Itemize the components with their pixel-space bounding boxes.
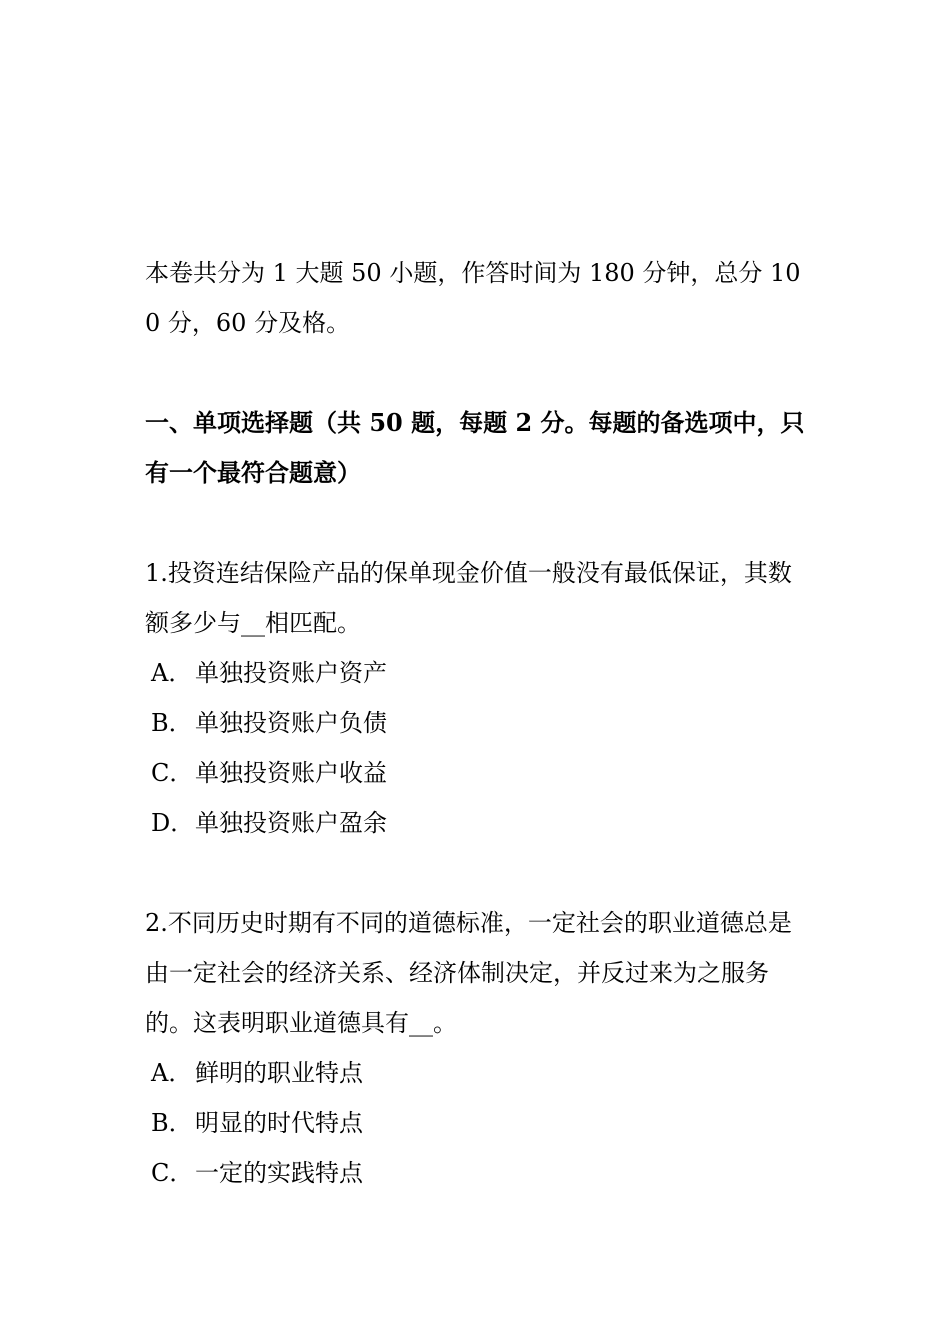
- option-a: [145, 1048, 810, 1098]
- option-letter: A．: [151, 1059, 193, 1087]
- option-text: 单独投资账户资产: [195, 659, 387, 687]
- option-b: [145, 698, 810, 748]
- option-d: [145, 798, 810, 848]
- option-letter: C．: [151, 1159, 194, 1187]
- option-text: 一定的实践特点: [195, 1159, 363, 1187]
- question-2: [145, 898, 810, 1198]
- section-heading: 一、单项选择题（共 50 题，每题 2 分。每题的备选项中，只有一个最符合题意）: [145, 408, 805, 487]
- option-text: 单独投资账户负债: [195, 709, 387, 737]
- option-text: 明显的时代特点: [195, 1109, 363, 1137]
- option-a: [145, 648, 810, 698]
- question-1: [145, 548, 810, 848]
- option-text: 鲜明的职业特点: [195, 1059, 363, 1087]
- exam-intro: 本卷共分为 1 大题 50 小题，作答时间为 180 分钟，总分 100 分，60 分及格。: [145, 259, 801, 337]
- option-letter: A．: [151, 659, 193, 687]
- option-letter: D．: [151, 809, 195, 837]
- option-c: [145, 1148, 810, 1198]
- option-letter: B．: [151, 709, 193, 737]
- option-b: [145, 1098, 810, 1148]
- option-letter: C．: [151, 759, 194, 787]
- option-text: 单独投资账户盈余: [195, 809, 387, 837]
- option-text: 单独投资账户收益: [195, 759, 387, 787]
- question-stem: 1.投资连结保险产品的保单现金价值一般没有最低保证，其数额多少与__相匹配。: [145, 559, 792, 637]
- option-c: [145, 748, 810, 798]
- question-stem: 2.不同历史时期有不同的道德标准，一定社会的职业道德总是由一定社会的经济关系、经济体制决定，并反过来为之服务的。这表明职业道德具有__。: [145, 909, 792, 1037]
- document-body: [145, 248, 810, 1198]
- option-letter: B．: [151, 1109, 193, 1137]
